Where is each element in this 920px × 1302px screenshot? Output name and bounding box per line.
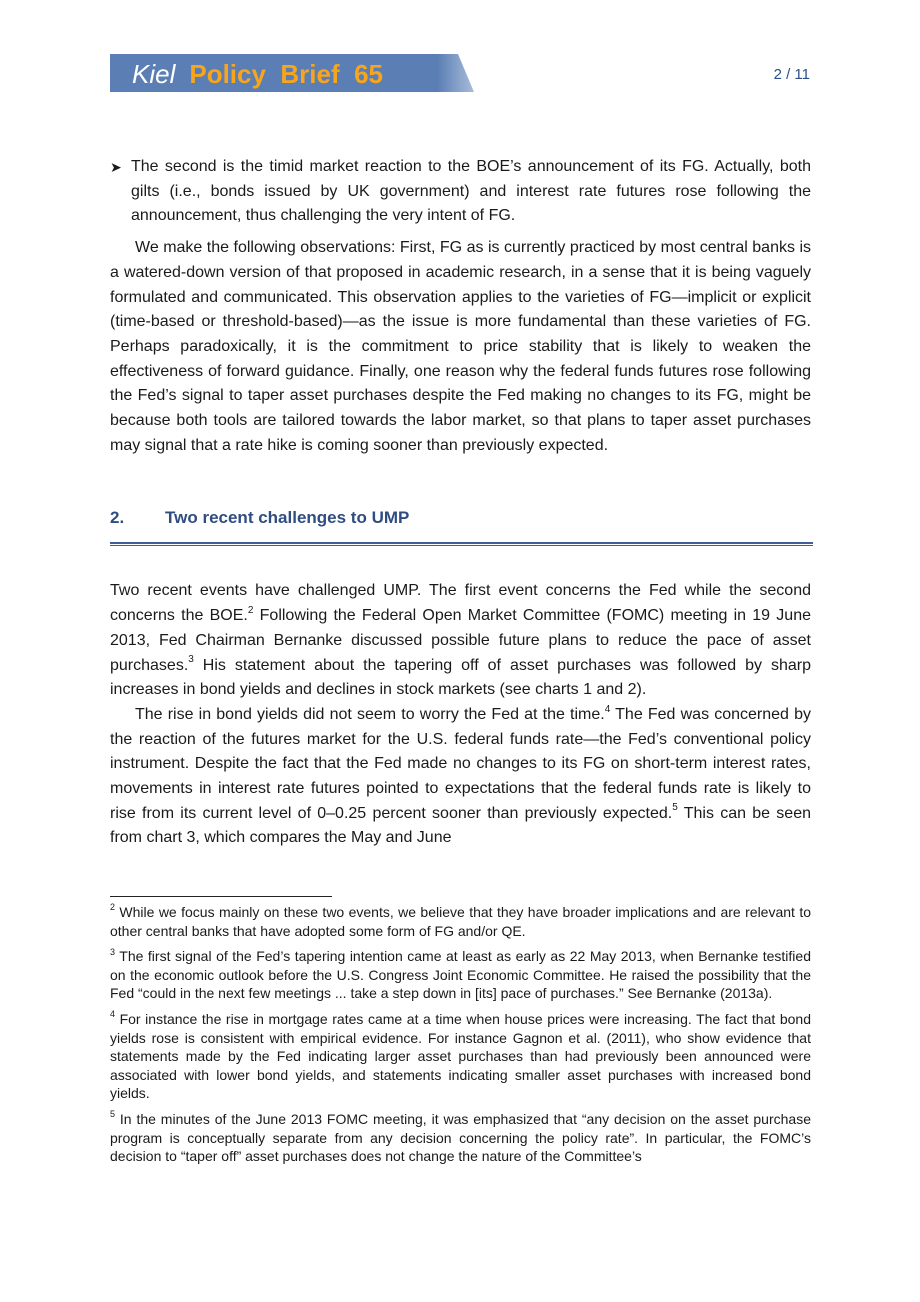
footnote-number: 5 (110, 1109, 116, 1120)
footnote-text: In the minutes of the June 2013 FOMC meeting, it was emphasized that “any decision on the asset purchase program is conceptually separate from any decision concerning the policy rate”. In particular, the FOMC’s decision to “taper off” asset purchases does not change the nature of the Committee’s (110, 1110, 811, 1165)
text-run: Two recent events have challenged UMP. The first event concerns the Fed while the second concerns the BOE. (110, 582, 811, 625)
brand-policy-brief: Policy Brief 65 (189, 59, 384, 89)
footnote-ref[interactable]: 3 (188, 654, 194, 666)
section-title: Two recent challenges to UMP (165, 508, 410, 528)
main-content (110, 155, 811, 851)
footnote-number: 4 (110, 1009, 116, 1020)
footnote-text: For instance the rise in mortgage rates came at a time when house prices were increasing. The fact that bond yields rose is consistent with empirical evidence. For instance Gagnon et al. (2011), who show evidence that statements made by the Fed indicating larger asset purchases than had previously been announced were associated with lower bond yields, and statements indicating smaller asset purchases with increased bond yields. (110, 1010, 811, 1102)
header-banner (110, 54, 474, 92)
footnote-5 (110, 1110, 811, 1166)
page-number: 2 / 11 (773, 66, 810, 83)
footnote-text: While we focus mainly on these two events, we believe that they have broader implications and are relevant to other central banks that have adopted some form of FG and/or QE. (110, 904, 811, 939)
text-run: The Fed was concerned by the reaction of the futures market for the U.S. federal funds rate—the Fed’s conventional policy instrument. Despite the fact that the Fed made no changes to its FG on short-term interest rates, movements in interest rate futures pointed to expectations that the federal funds rate is likely to rise from its current level of 0–0.25 percent sooner than previously expected. (110, 705, 811, 822)
footnote-number: 3 (110, 946, 116, 957)
footnote-4 (110, 1010, 811, 1103)
arrow-bullet-icon: ➤ (110, 159, 122, 175)
text-run: Following the Federal Open Market Committee (FOMC) meeting in 19 June 2013, Fed Chairman Bernanke discussed possible future plans to reduce the pace of asset purchases. (110, 607, 811, 674)
section-heading (110, 506, 811, 530)
footnote-separator (110, 896, 332, 897)
bullet-item (110, 155, 811, 229)
footnote-text: The first signal of the Fed’s tapering intention came at least as early as 22 May 2013, when Bernanke testified on the economic outlook before the U.S. Congress Joint Economic Committee. He raised the possibility that the Fed “could in the next few meetings ... take a step down in [its] pace of purchases.” See Bernanke (2013a). (110, 948, 811, 1002)
text-run: This can be seen from chart 3, which compares the May and June (110, 804, 811, 847)
text-run: The rise in bond yields did not seem to worry the Fed at the time. (135, 705, 605, 723)
footnote-ref[interactable]: 5 (672, 802, 678, 814)
paragraph-observations: We make the following observations: First, FG as is currently practiced by most central banks is a watered-down version of that proposed in academic research, in a sense that it is being vaguely formulated and communicated. This observation applies to the varieties of FG—implicit or explicit (time-based or threshold-based)—as the issue is more fundamental than these varieties of FG. Perhaps paradoxically, it is the commitment to price stability that is likely to weaken the effectiveness of forward guidance. Finally, one reason why the federal funds futures rose following the Fed’s signal to taper asset purchases despite the Fed making no changes to its FG, might be because both tools are tailored towards the labor market, so that plans to taper asset purchases may signal that a rate hike is coming sooner than previously expected. (110, 239, 811, 454)
paragraph-events (110, 579, 811, 703)
footnote-ref[interactable]: 2 (247, 604, 254, 616)
paragraph-rise (110, 703, 811, 851)
footnote-2 (110, 903, 811, 940)
footnote-3 (110, 947, 811, 1003)
footnotes (110, 903, 811, 1173)
footnote-ref[interactable]: 4 (604, 703, 611, 715)
footnote-number: 2 (110, 902, 116, 913)
bullet-text: The second is the timid market reaction to the BOE’s announcement of its FG. Actually, both gilts (i.e., bonds issued by UK government) and interest rate futures rose following the announcement, thus challenging the very intent of FG. (131, 158, 811, 225)
section-rule (110, 542, 813, 546)
section-number: 2. (110, 508, 125, 528)
text-run: His statement about the tapering off of asset purchases was followed by sharp increases in bond yields and declines in stock markets (see charts 1 and 2). (110, 656, 811, 699)
brand-kiel: Kiel (132, 59, 176, 89)
banner-title (132, 56, 383, 92)
